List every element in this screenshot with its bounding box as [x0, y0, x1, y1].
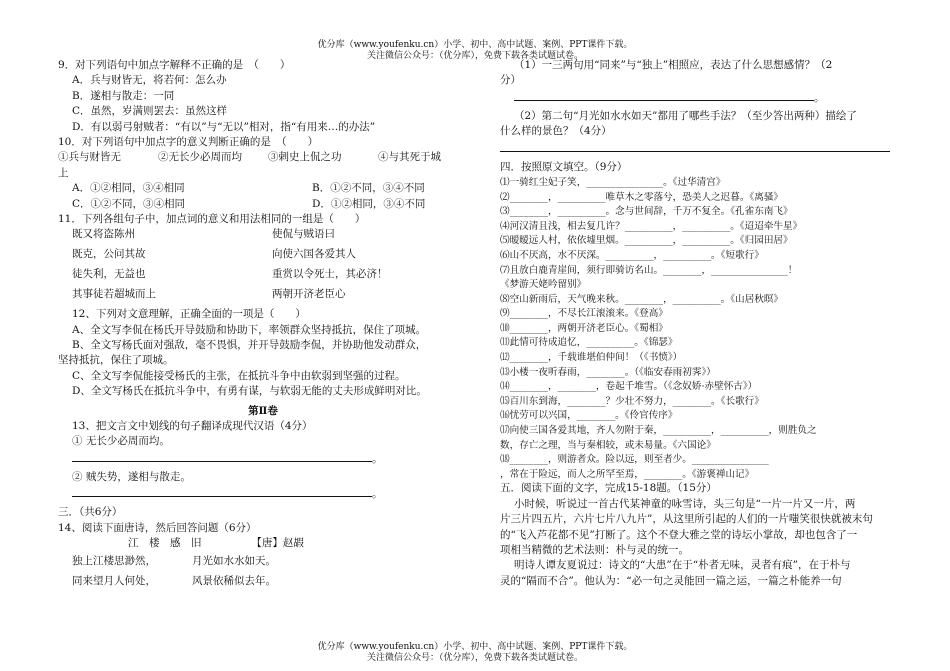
section-3-title: 三．（共6分） [58, 506, 123, 519]
q11-pair-4-left: 其事徒若超城而上 [72, 288, 156, 301]
q11-pair-1-left: 既又将盗陈州 [72, 228, 135, 241]
fill-item-17-cont: 数，存亡之理，当与秦相较，或未易量。《六国论》 [500, 439, 716, 451]
q11-stem: 11．下列各组句子中，加点词的意义和用法相同的一组是（ ） [58, 212, 366, 225]
fill-item-2: ⑵________，__________唯草木之零落兮，恐美人之迟暮。《离骚》 [500, 191, 784, 203]
q10-options-cd [58, 197, 468, 212]
q12-option-b-cont: 坚持抵抗，保住了项城。 [58, 354, 174, 367]
q11-pair-4 [58, 287, 468, 307]
q14-sub2-answer-line[interactable] [500, 140, 900, 160]
passage-p2-line-1: 明诗人谭友夏说过：诗文的“大患”在于“朴者无味，灵者有痕”，在于朴与 [514, 559, 851, 572]
header-line-1: 优分库（www.youfenku.cn）小学、初中、高中试题、案例、PPT课件下载。 [317, 40, 633, 50]
q10-items [58, 150, 468, 165]
q11-pair-2-right: 向使六国各爱其人 [272, 248, 356, 261]
q11-pair-2-left: 既克，公问其故 [72, 248, 146, 261]
page-footer [0, 642, 950, 664]
poem-title: 江 楼 感 旧 [128, 536, 202, 549]
q9-option-b: B．遂相与散走：一同 [72, 89, 175, 102]
q9-option-a: A．兵与财皆无，将若何：怎么办 [72, 74, 227, 87]
fill-item-8: ⑻空山新雨后，天气晚来秋。________，__________。《山居秋暝》 [500, 293, 784, 305]
fill-item-11: ⑾此情可待成追忆，__________。《锦瑟》 [500, 337, 678, 349]
q11-pair-3-right: 重赏以令死士，其必济！ [272, 268, 388, 281]
q12-option-a: A、全文写李侃在杨氏开导鼓励和协助下，率领群众坚持抵抗，保住了项城。 [72, 323, 427, 336]
q11-pair-3 [58, 267, 468, 287]
poem-line-2a: 同来望月人何处， [72, 574, 156, 587]
left-column [58, 58, 468, 589]
fill-item-18-cont: ，常在于险远，而人之所罕至焉，________。《游褒禅山记》 [500, 468, 755, 480]
q12-option-d: D、全文写杨氏在抵抗斗争中，有勇有谋，与软弱无能的丈夫形成鲜明对比。 [72, 385, 427, 398]
q14-sub1-answer-line[interactable]: 。 [500, 89, 900, 109]
fill-item-14: ⒁________，________，卷起千堆雪。（《念奴娇·赤壁怀古》） [500, 381, 758, 393]
q10-continuation: 上 [58, 166, 69, 179]
q13-answer-line-2[interactable]: 。 [58, 485, 468, 505]
passage-p1-line-1: 小时候，听说过一首古代某神童的咏雪诗，头三句是“一片一片又一片，两 [514, 497, 856, 510]
passage-p1-line-4: 项相当精微的艺术法则：朴与灵的统一。 [500, 543, 689, 556]
q10-item-1: ①兵与财皆无 [58, 151, 121, 164]
poem-line-1b: 月光如水水如天。 [192, 554, 276, 567]
fill-item-1: ⑴一骑红尘妃子笑，________________。《过华清宫》 [500, 176, 726, 188]
right-column [500, 58, 900, 589]
q10-item-4: ④与其死于城 [378, 151, 441, 164]
fill-item-6: ⑹山不厌高，水不厌深。__________，__________。《短歌行》 [500, 249, 764, 261]
q9-option-c: C．虽然，岁满则罢去：虽然这样 [72, 105, 228, 118]
footer-line-2: 关注微信公众号：（优分库），免费下载各类试题试卷。 [366, 653, 583, 663]
q14-stem: 14、阅读下面唐诗，然后回答问题（6分） [58, 521, 257, 534]
q11-pair-3-left: 徒失利，无益也 [72, 268, 146, 281]
q10-options-ab [58, 181, 468, 196]
q10-option-b: B．①②不同，③④不同 [312, 182, 425, 195]
passage-p1-line-2: 片三片四五片，六片七片八九片”，从这里所引起的人们的一片嗤笑很快就被末句 [500, 513, 873, 526]
q10-option-d: D．①②相同，③④不同 [312, 197, 426, 210]
q12-option-c: C、全文写李侃能接受杨氏的主张，在抵抗斗争中由软弱到坚强的过程。 [72, 369, 406, 382]
poem-line-1a: 独上江楼思渺然， [72, 554, 156, 567]
poem-line-2b: 风景依稀似去年。 [192, 574, 276, 587]
fill-item-17: ⒄向使三国各爱其地，齐人勿附于秦，__________，__________，则胜负之 [500, 425, 817, 437]
poem-title-line [58, 536, 468, 554]
fill-item-7-source: 《梦游天姥吟留别》 [500, 279, 587, 291]
q9-stem: 9．对下列语句中加点字解释不正确的是 （ ） [58, 59, 291, 71]
passage-p1-line-3: 的“飞入芦花都不见”打断了。这个不登大雅之堂的诗坛小掌故，却也包含了一 [500, 528, 858, 541]
q11-pair-1-right: 使侃与贼语曰 [272, 228, 335, 241]
q11-pair-1 [58, 227, 468, 247]
q14-sub1-cont: 分） [500, 74, 521, 87]
q12-option-b: B、全文写杨氏面对强敌，毫不畏惧，并开导鼓励李侃，并协助他发动群众， [72, 339, 427, 352]
section-4-title: 四．按照原文填空。（9分） [500, 160, 628, 173]
q12-stem: 12、下列对文意理解，正确全面的一项是（ ） [72, 308, 306, 321]
poem-line-1 [58, 554, 468, 574]
fill-item-4: ⑷河汉清且浅，相去复几许？__________，__________。《迢迢牵牛星》 [500, 220, 803, 232]
fill-item-13: ⒀小楼一夜听春雨，________。（《临安春雨初霁》） [500, 366, 716, 378]
q10-item-2: ②无长少必周而均 [158, 151, 242, 164]
q13-stem: 13、把文言文中划线的句子翻译成现代汉语（4分） [72, 420, 313, 433]
fill-item-16: ⒃忧劳可以兴国，________。《伶官传序》 [500, 410, 678, 422]
q9-option-d: D．有以弱弓射贼者：“有以”与“无以”相对，指“有用来…的办法” [72, 120, 376, 133]
fill-item-3: ⑶________，__________。念与世间辞，千万不复全。《孔雀东南飞》 [500, 206, 793, 218]
q13-sentence-2: ② 贼失势，遂相与散走。 [72, 470, 191, 483]
poem-line-2 [58, 574, 468, 589]
q10-option-c: C．①②不同，③④相同 [72, 197, 186, 210]
footer-line-1: 优分库（www.youfenku.cn）小学、初中、高中试题、案例、PPT课件下载。 [317, 642, 633, 652]
passage-p2-line-2: 灵的“隔而不合”。他认为：“必一句之灵能回一篇之运，一篇之朴能养一句 [500, 574, 842, 587]
q14-sub2-cont: 什么样的景色？（4分） [500, 125, 612, 138]
q11-pair-4-right: 两朝开济老臣心 [272, 288, 346, 301]
q10-option-a: A．①②相同，③④相同 [72, 182, 185, 195]
fill-item-15: ⒂百川东到海，________？少壮不努力，________。《长歌行》 [500, 395, 764, 407]
fill-item-12: ⑿________，千载谁堪伯仲间！（《书愤》） [500, 352, 683, 364]
fill-item-5: ⑸暧暧远人村，依依墟里烟。__________，__________。《归园田居》 [500, 235, 793, 247]
q13-answer-line-1[interactable]: 。 [58, 450, 468, 470]
poem-author: 【唐】赵嘏 [251, 536, 304, 549]
fill-item-18: ⒅________，则游者众。险以远，则至者少。________________ [500, 454, 769, 466]
fill-item-10: ⑽________，两朝开济老臣心。《蜀相》 [500, 322, 668, 334]
fill-item-7: ⑺且放白鹿青崖间，须行即骑访名山。________，________________！ [500, 264, 798, 276]
q10-stem: 10．对下列语句中加点字的意义判断正确的是 （ ） [58, 135, 319, 148]
q13-sentence-1: ① 无长少必周而均。 [72, 435, 170, 448]
q14-sub2: （2）第二句“月光如水水如天”都用了哪些手法？（至少答出两种）描绘了 [514, 109, 857, 122]
q11-pair-2 [58, 247, 468, 267]
q10-item-3: ③剌史上侃之功 [268, 151, 342, 164]
fill-item-9: ⑼________，不尽长江滚滚来。《登高》 [500, 308, 668, 320]
section-2-title: 第Ⅱ卷 [248, 404, 278, 417]
section-5-title: 五．阅读下面的文字，完成15-18题。（15分） [500, 482, 717, 495]
header-line-2: 关注微信公众号：（优分库），免费下载各类试题试卷。 [366, 51, 583, 61]
q14-sub1: （1）一三两句用“同来”与“独上”相照应，表达了什么思想感情？（2 [514, 59, 833, 71]
